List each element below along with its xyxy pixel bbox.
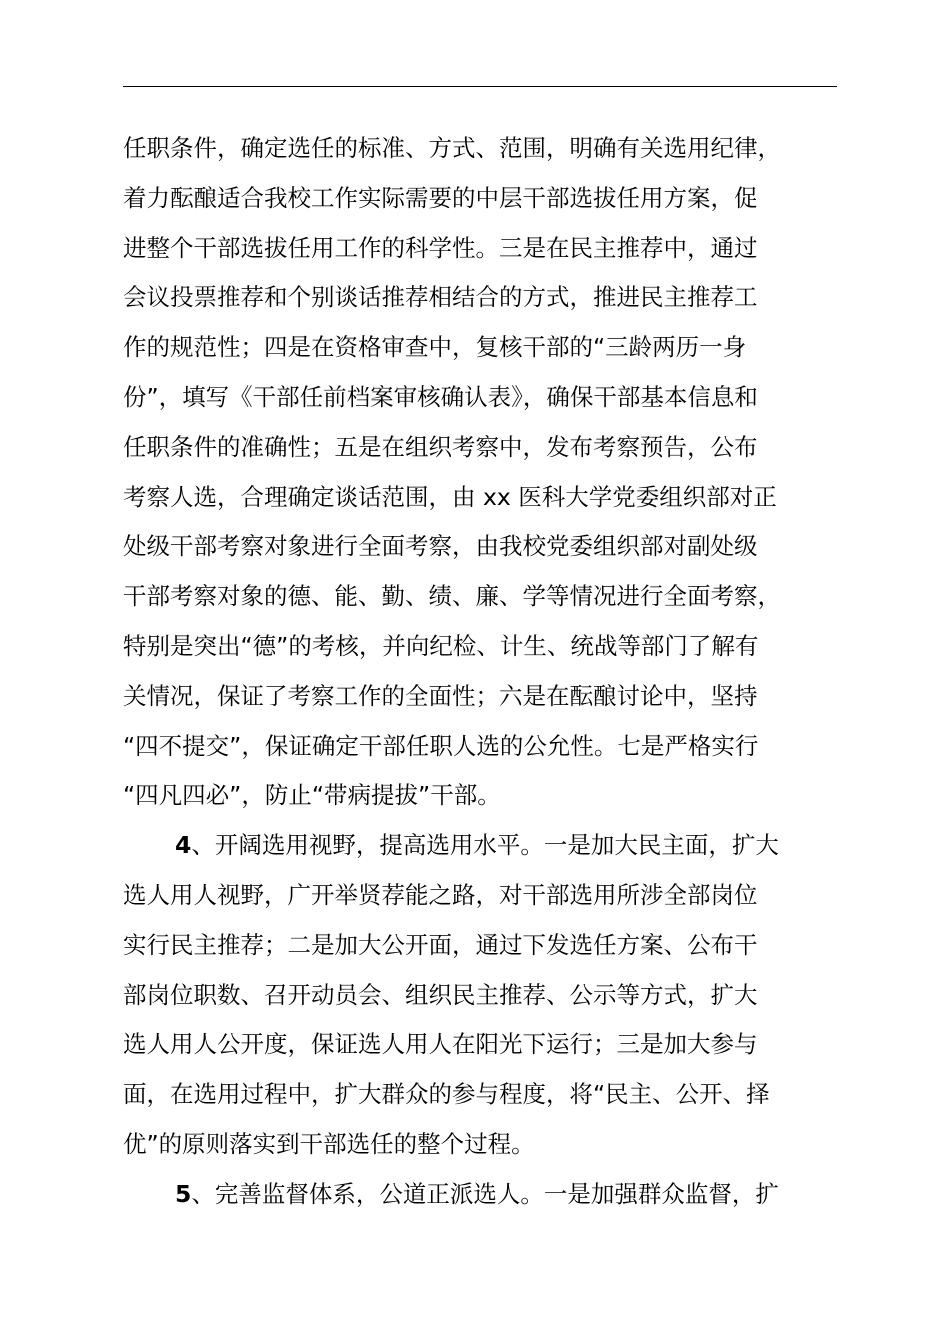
section-5-number: 5 <box>175 1179 192 1208</box>
section-4-first-line: 、开阔选用视野，提高选用水平。一是加大民主面，扩大 <box>191 831 779 860</box>
text-line: 干部考察对象的德、能、勤、绩、廉、学等情况进行全面考察， <box>123 582 781 611</box>
text-line: 着力酝酿适合我校工作实际需要的中层干部选拔任用方案，促 <box>123 183 758 212</box>
text-line: 部岗位职数、召开动员会、组织民主推荐、公示等方式，扩大 <box>123 980 758 1009</box>
text-line: 选人用人视野，广开举贤荐能之路，对干部选用所涉全部岗位 <box>123 880 758 909</box>
section-4-number: 4 <box>175 831 192 860</box>
text-line: 优”的原则落实到干部选任的整个过程。 <box>123 1129 535 1158</box>
section-5-heading-line <box>123 1170 863 1220</box>
text-line: 选人用人公开度，保证选人用人在阳光下运行；三是加大参与 <box>123 1030 758 1059</box>
text-line: 面，在选用过程中，扩大群众的参与程度，将“民主、公开、择 <box>123 1080 770 1109</box>
text-line: “四凡四必”，防止“带病提拔”干部。 <box>123 781 501 810</box>
text-line: “四不提交”，保证确定干部任职人选的公允性。七是严格实行 <box>123 731 759 760</box>
text-line: 特别是突出“德”的考核，并向纪检、计生、统战等部门了解有 <box>123 631 759 660</box>
text-line: 份”，填写《干部任前档案审核确认表》，确保干部基本信息和 <box>123 382 758 411</box>
text-line: 考察人选，合理确定谈话范围，由 xx 医科大学党委组织部对正 <box>123 482 777 511</box>
text-line: 会议投票推荐和个别谈话推荐相结合的方式，推进民主推荐工 <box>123 283 758 312</box>
text-line: 实行民主推荐；二是加大公开面，通过下发选任方案、公布干 <box>123 930 758 959</box>
document-body <box>123 124 863 1220</box>
text-line: 任职条件的准确性；五是在组织考察中，发布考察预告，公布 <box>123 432 758 461</box>
section-4-heading-line <box>123 821 863 871</box>
text-line: 关情况，保证了考察工作的全面性；六是在酝酿讨论中，坚持 <box>123 681 758 710</box>
section-5-first-line: 、完善监督体系，公道正派选人。一是加强群众监督，扩 <box>191 1179 779 1208</box>
text-line: 作的规范性；四是在资格审查中，复核干部的“三龄两历一身 <box>123 333 747 362</box>
text-line: 任职条件，确定选任的标准、方式、范围，明确有关选用纪律， <box>123 134 781 162</box>
header-rule <box>123 86 837 87</box>
text-line: 处级干部考察对象进行全面考察，由我校党委组织部对副处级 <box>123 532 758 561</box>
text-line: 进整个干部选拔任用工作的科学性。三是在民主推荐中，通过 <box>123 233 758 262</box>
